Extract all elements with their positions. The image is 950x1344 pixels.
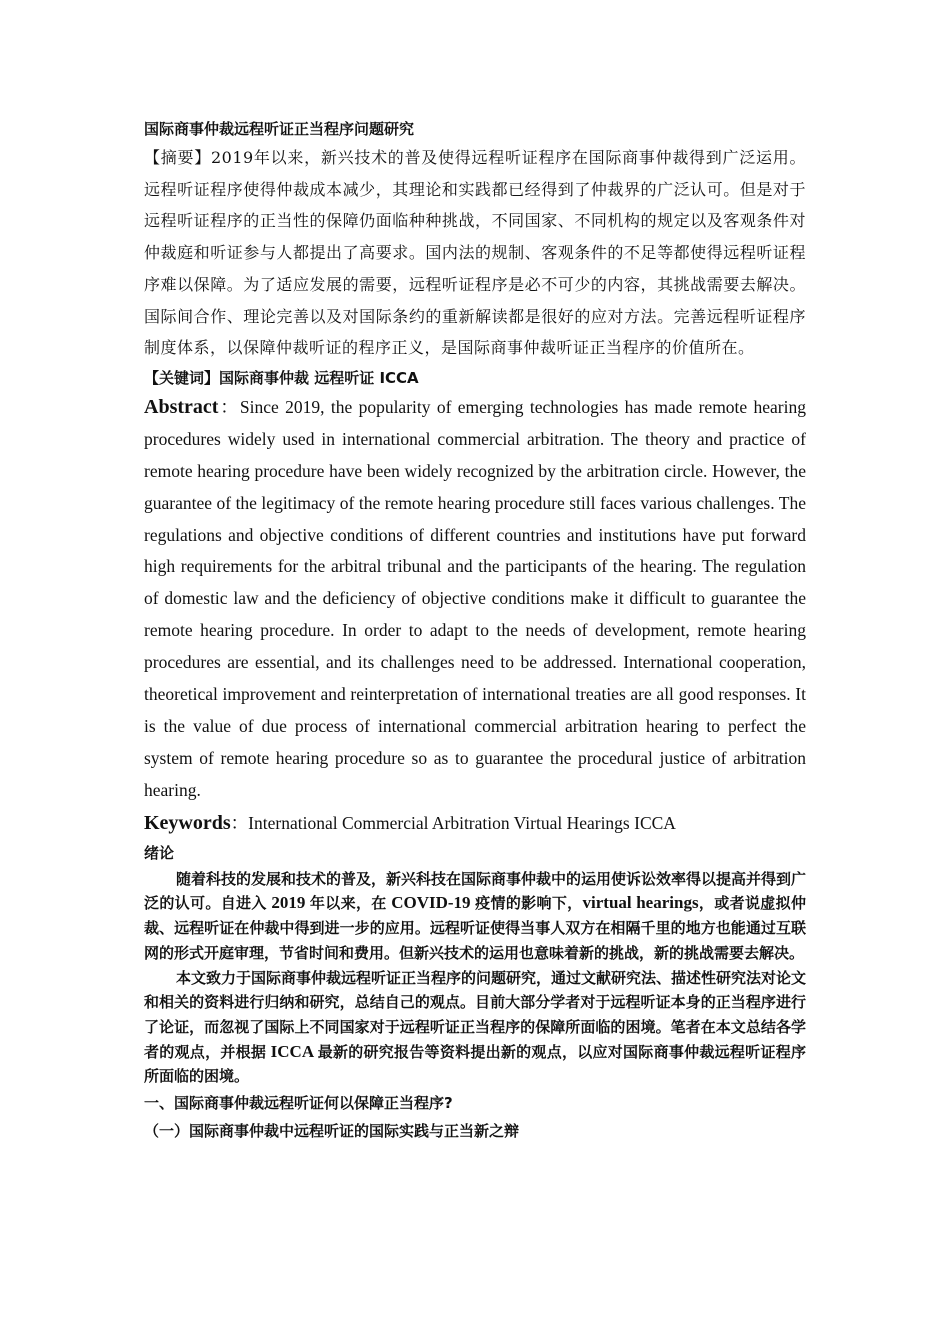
section-1-1-heading: （一）国际商事仲裁中远程听证的国际实践与正当新之辩 — [144, 1122, 520, 1141]
english-abstract-separator: ： — [218, 396, 240, 417]
english-abstract — [144, 392, 806, 807]
intro-p1-part4: ，或者说虚拟仲裁、远程听证在仲裁中得到进一步的应用。远程听证使得当事人双方在相隔千里的地方也能通过互联网的形式开庭审理，节省时间和费用。但新兴技术的运用也意味着新的挑战，新的挑战需要去解决。 — [144, 894, 806, 962]
section-1-heading: 一、国际商事仲裁远程听证何以保障正当程序? — [144, 1094, 453, 1113]
document-body — [144, 116, 806, 1145]
chinese-abstract-label: 【摘要】 — [144, 148, 211, 167]
introduction-paragraph-1 — [144, 867, 806, 966]
intro-p2-icca: ICCA — [266, 1041, 318, 1061]
chinese-abstract — [144, 142, 806, 364]
intro-p2-part2: 最新的研究报告等资料提出新的观点，以应对国际商事仲裁远程听证程序所面临的困境。 — [144, 1042, 806, 1086]
english-abstract-text: Since 2019, the popularity of emerging technologies has made remote hearing procedures widely used in international commercial arbitration. The theory and practice of remote hearing procedure have been widely recognized by the arbitration circle. However, the guarantee of the legitimacy of the remote hearing procedure still faces various challenges. The regulations and objective conditions of different countries and institutions have put forward high requirements for the arbitral tribunal and the participants of the hearing. The regulation of domestic law and the deficiency of objective conditions make it difficult to guarantee the remote hearing procedure. In order to adapt to the needs of development, remote hearing procedures are essential, and its challenges need to be addressed. International cooperation, theoretical improvement and reinterpretation of international treaties are all good responses. It is the value of due process of international commercial arbitration hearing to perfect the system of remote hearing procedure so as to guarantee the procedural justice of arbitration hearing. — [144, 396, 807, 800]
intro-p1-covid: COVID-19 — [386, 893, 476, 913]
intro-p1-year: 2019 — [266, 893, 310, 913]
intro-p1-virtual-hearings: virtual hearings — [582, 893, 699, 913]
english-abstract-label: Abstract — [144, 395, 219, 418]
intro-p1-part2: 年以来，在 — [309, 894, 387, 913]
intro-p2-part1: 本文致力于国际商事仲裁远程听证正当程序的问题研究，通过文献研究法、描述性研究法对论文和相关的资料进行归纳和研究，总结自己的观点。目前大部分学者对于远程听证本身的正当程序进行了论证，而忽视了国际上不同国家对于远程听证正当程序的保障所面临的困境。笔者在本文总结各学者的观点，并根据 — [144, 968, 807, 1061]
english-keywords-separator: ： — [230, 812, 249, 833]
document-title: 国际商事仲裁远程听证正当程序问题研究 — [144, 120, 415, 138]
chinese-keywords: 【关键词】国际商事仲裁 远程听证 ICCA — [144, 368, 419, 387]
english-keywords-label: Keywords — [144, 811, 231, 834]
chinese-abstract-text: 2019年以来，新兴技术的普及使得远程听证程序在国际商事仲裁得到广泛运用。远程听证程序使得仲裁成本减少，其理论和实践都已经得到了仲裁界的广泛认可。但是对于远程听证程序的正当性的保障仍面临种种挑战，不同国家、不同机构的规定以及客观条件对仲裁庭和听证参与人都提出了高要求。国内法的规制、客观条件的不足等都使得远程听证程序难以保障。为了适应发展的需要，远程听证程序是必不可少的内容，其挑战需要去解决。国际间合作、理论完善以及对国际条约的重新解读都是很好的应对方法。完善远程听证程序制度体系，以保障仲裁听证的程序正义，是国际商事仲裁听证正当程序的价值所在。 — [144, 148, 806, 358]
intro-p1-part1: 随着科技的发展和技术的普及，新兴科技在国际商事仲裁中的运用使诉讼效率得以提高并得到广泛的认可。自进入 — [144, 869, 807, 913]
introduction-heading: 绪论 — [144, 843, 175, 862]
intro-p1-part3: 疫情的影响下， — [475, 894, 583, 913]
introduction-paragraph-2 — [144, 966, 806, 1090]
english-keywords-text: International Commercial Arbitration Virtual Hearings ICCA — [248, 812, 676, 833]
english-keywords — [144, 807, 806, 839]
